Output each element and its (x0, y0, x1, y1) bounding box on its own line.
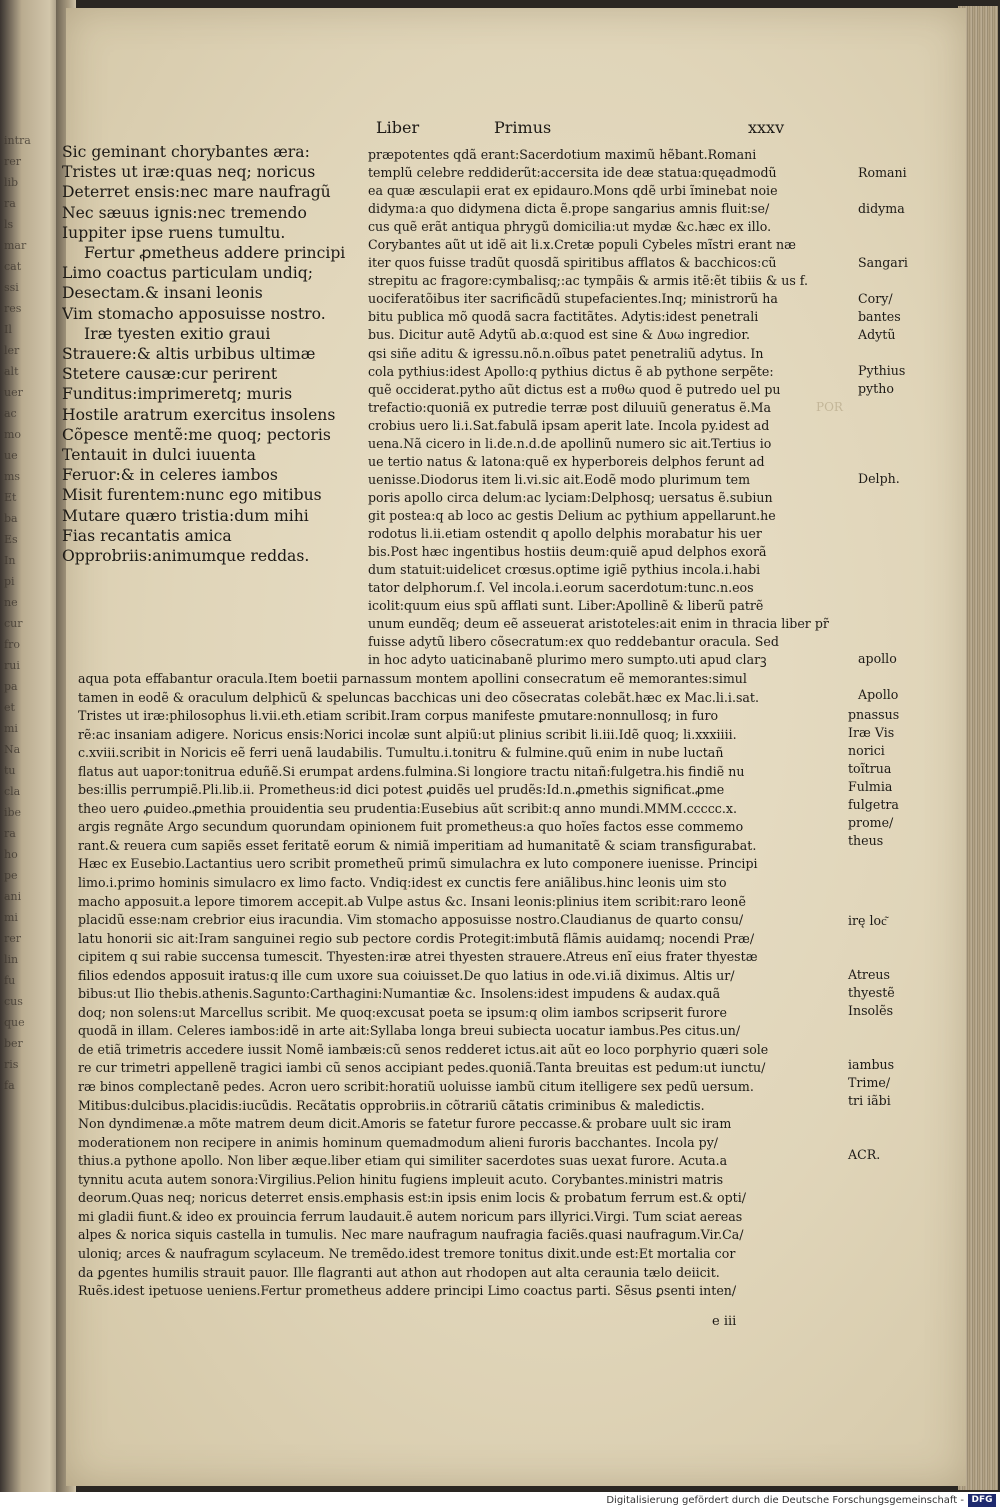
commentary-line: bitu publica mõ quodã sacra factitãtes. Adytis:idest penetrali (368, 309, 759, 325)
facing-page-line: ho (4, 848, 18, 861)
poem-line: Fias recantatis amica (62, 526, 232, 545)
commentary-line: rant.& reuera cum sapiẽs esset feritatẽ eorum & nimiã imperitiam ad humanitatẽ & sciam transfigurabat. (78, 837, 757, 853)
facing-page-line: rui (4, 659, 20, 672)
facing-page-line: Na (4, 743, 21, 756)
commentary-line: didyma:a quo didymena dicta ẽ.prope sangarius amnis fluit:se/ (368, 201, 770, 217)
header-liber: Liber (376, 118, 420, 137)
poem-line: Vim stomacho apposuisse nostro. (62, 304, 326, 323)
commentary-line: rẽ:ac insaniam adigere. Noricus ensis:Norici incolæ sunt alpiũ:ut plinius scribit li.iii.Idẽ quoq; li.xxxiiii. (78, 726, 737, 742)
margin-note: Adytũ (858, 327, 896, 342)
facing-page-line: Et (4, 491, 17, 504)
margin-note: theus (848, 833, 884, 848)
commentary-line: tynnitu acuta autem sonora:Virgilius.Pelion hinitu fugiens impleuit acuto. Corybantes.ministri matris (78, 1171, 724, 1187)
facing-page-line: fro (4, 638, 20, 651)
commentary-line: Non dyndimenæ.a mõte matrem deum dicit.Amoris se fatetur furore peccasse.& probare uult sic iram (78, 1116, 732, 1132)
commentary-line: flatus aut uapor:tonitrua eduñẽ.Si erumpat ardens.fulmina.Si longiore tractu nitañ:fulgetra.his findiẽ nu (78, 763, 745, 779)
facing-page-line: ibe (4, 806, 22, 819)
facing-page-line: lib (4, 176, 19, 189)
signature-mark: e iii (712, 1314, 737, 1329)
margin-note: Trime/ (848, 1075, 891, 1090)
commentary-line: argis regnãte Argo secundum quorundam opinionem fuit prometheus:a quo hoĩes factos esse commemo (78, 819, 744, 835)
facing-page-line: cat (4, 260, 22, 273)
commentary-line: ræ binos complectanẽ pedes. Acron uero scribit:horatiũ uoluisse iambũ citum itelligere sex pedũ uersum. (78, 1079, 754, 1095)
poem-line: Desectam.& insani leonis (62, 284, 263, 303)
commentary-line: iter quos fuisse tradũt quosdã spiritibus afflatos & bacchicos:cũ (368, 255, 777, 271)
facing-page-line: ls (4, 218, 14, 231)
facing-page-line: mi (4, 911, 18, 924)
margin-note: prome/ (848, 815, 894, 830)
commentary-line: crobius uero li.i.Sat.fabulã ipsam aperit late. Incola py.idest ad (368, 417, 770, 433)
facing-page-line: ac (4, 407, 17, 420)
margin-note: Atreus (848, 967, 890, 982)
footer-bar (0, 1492, 1000, 1510)
commentary-line: latu honorii sic ait:Iram sanguinei regio sub pectore cordis Protegit:imbutã flãmis auidamq; nocendi Præ/ (78, 930, 755, 946)
margin-note: didyma (858, 201, 905, 216)
commentary-line: unum eundẽq; deum eẽ asseuerat aristoteles:ait enim in thracia liber pr̃ (368, 616, 829, 632)
commentary-line: Mitibus:dulcibus.placidis:iucũdis. Recãtatis opprobriis.in cõtrariũ cãtatis criminibus & maledictis. (78, 1097, 705, 1113)
commentary-line: moderationem non recipere in animis hominum quemadmodum alieni furoris bacchantes. Incola py/ (78, 1134, 719, 1150)
poem-line: Deterret ensis:nec mare naufragũ (62, 183, 331, 202)
facing-page-line: ms (4, 470, 21, 483)
facing-page-line: rer (4, 932, 22, 945)
running-header (376, 118, 785, 142)
facing-page-edge (0, 0, 62, 1492)
facing-page-line: ssi (4, 281, 19, 294)
commentary-line: bis.Post hæc ingentibus hostiis deum:quiẽ apud delphos exorã (368, 544, 767, 560)
poem-line: Tentauit in dulci iuuenta (62, 446, 256, 465)
facing-page-line: mo (4, 428, 22, 441)
facing-page-line: pi (4, 575, 15, 588)
margin-note: Apollo (858, 687, 899, 702)
commentary-line: limo.i.primo hominis simulacro ex limo facto. Vndiq:idest ex cunctis fere aniãlibus.hinc leonis uim sto (78, 875, 727, 891)
facing-page-line: Es (4, 533, 18, 546)
poem-line: Funditus:imprimeretq; muris (62, 385, 293, 404)
commentary-line: alpes & norica siquis castella in tumulis. Nec mare naufragum naufragia faciẽs.quasi naufragum.Vir.Ca/ (78, 1227, 744, 1243)
poem-line: Feruor:& in celeres iambos (62, 466, 278, 485)
facing-page-line: pe (4, 869, 18, 882)
facing-page-line: que (4, 1016, 25, 1029)
commentary-line: poris apollo circa delum:ac lyciam:Delphosq; uersatus ẽ.subiun (368, 489, 773, 505)
commentary-line: trefactio:quoniã ex putredie terræ post diluuiũ generatus ẽ.Ma (368, 399, 772, 415)
facing-page-line: ani (4, 890, 22, 903)
commentary-line: cus quẽ erãt antiqua phrygũ domicilia:ut mydæ &c.hæc ex illo. (368, 219, 772, 235)
facing-page-line: fu (4, 974, 16, 987)
facing-page-line: ba (4, 512, 18, 525)
commentary-line: rodotus li.ii.etiam ostendit q apollo delphis morabatur his uer (368, 525, 762, 541)
facing-page-line: et (4, 701, 15, 714)
footer-text: Digitalisierung gefördert durch die Deutsche Forschungsgemeinschaft - (606, 1495, 964, 1506)
commentary-line: bus. Dicitur autẽ Adytũ ab.α:quod est sine & Δυω ingredior. (368, 327, 751, 343)
commentary-line: ue tertio natus & latona:quẽ ex hyperboreis delphos ferunt ad (368, 453, 765, 469)
poem-line: Tristes ut iræ:quas neq; noricus (62, 163, 316, 182)
commentary-column (368, 146, 854, 669)
commentary-line: thius.a pythone apollo. Non liber æque.liber etiam qui similiter sacerdotes suas uexat furore. Acuta.a (78, 1153, 728, 1169)
poem-line: Opprobriis:animumque reddas. (62, 547, 310, 566)
header-primus: Primus (494, 118, 552, 137)
margin-note: toĩtrua (848, 761, 892, 776)
commentary-line: tamen in eodẽ & oraculum delphicũ & speluncas bacchicas uni deo cõsecratas colebãt.hæc ex Mac.li.i.sat. (78, 689, 759, 705)
poem-line: Hostile aratrum exercitus insolens (62, 405, 336, 424)
facing-page-line: ris (4, 1058, 19, 1071)
facing-page-text (4, 130, 56, 1230)
poem-line: Sic geminant chorybantes æra: (62, 143, 310, 161)
commentary-line: præpotentes qdã erant:Sacerdotium maximũ hẽbant.Romani (368, 147, 757, 162)
commentary-line: strepitu ac fragore:cymbalisq;:ac tympãis & armis itẽ:ẽt tibiis & us f. (368, 273, 809, 289)
commentary-line: ea quæ æsculapii erat ex epidauro.Mons qdẽ urbi ĩminebat noie (368, 183, 778, 199)
poem-line: Iræ tyesten exitio graui (84, 324, 271, 343)
margin-note: Sangari (858, 255, 908, 270)
margin-note: thyestẽ (848, 985, 895, 1000)
margin-note: pytho (858, 381, 894, 396)
facing-page-line: ra (4, 197, 16, 210)
commentary-line: filios edendos apposuit iratus:q ille cum uxore sua coiuisset.De quo latius in ode.vi.iã diximus. Altis ur/ (78, 967, 735, 983)
commentary-line: da ꝑgentes humilis strauit pauor. Ille flagranti aut athon aut rhodopen aut alta ceraunia tælo deiicit. (78, 1264, 720, 1280)
commentary-line: tator delphorum.ſ. Vel incola.i.eorum sacerdotum:tunc.n.eos (368, 580, 754, 596)
commentary-line: git postea:q ab loco ac gestis Delium ac pythium appellarunt.he (368, 507, 776, 523)
margin-note: tri iãbi (848, 1093, 891, 1108)
commentary-line: Tristes ut iræ:philosophus li.vii.eth.etiam scribit.Iram corpus manifeste ꝑmutare:nonnullosq; in furo (78, 708, 719, 724)
facing-page-line: uer (4, 386, 23, 399)
commentary-full-width (78, 670, 842, 1301)
dfg-logo: DFG (968, 1494, 996, 1507)
commentary-line: fuisse adytũ libero cõsecratum:ex quo reddebantur oracula. Sed (368, 634, 779, 650)
poem-line: Fertur ꝓmetheus addere principi (84, 244, 346, 263)
facing-page-line: ber (4, 1037, 23, 1050)
commentary-line: mi gladii fiunt.& ideo ex prouincia ferrum laudauit.ẽ autem noricum pars illyrici.Virgi. Tum sciat aereas (78, 1208, 743, 1224)
poem-line: Stetere causæ:cur perirent (62, 365, 278, 384)
margin-note: norici (848, 743, 885, 758)
commentary-line: in hoc adyto uaticinabanẽ plurimo mero sumpto.uti apud clarꝫ (368, 652, 767, 668)
margin-note: Delph. (858, 471, 900, 486)
facing-page-line: tu (4, 764, 16, 777)
commentary-line: dum statuit:uidelicet crœsus.optime igiẽ pythius incola.i.habi (368, 562, 761, 578)
margin-note: pnassus (848, 707, 900, 722)
commentary-line: doq; non solens:ut Marcellus scribit. Me quoq:excusat poeta se ipsum:q olim iambos scripserit furore (78, 1004, 727, 1020)
margin-note: Iræ Vis (848, 725, 895, 740)
facing-page-line: alt (4, 365, 19, 378)
commentary-line: cipitem q sui rabie succensa tumescit. Thyesten:iræ atrei thyesten strauere.Atreus enĩ eius frater thyestæ (78, 949, 758, 965)
margin-note: iambus (848, 1057, 895, 1072)
margin-note: apollo (858, 651, 897, 666)
commentary-line: de etiã trimetris accedere iussit Nomẽ iambæis:cũ senos redderet ictus.ait aũt eo loco porphyrio quæri sole (78, 1041, 769, 1057)
commentary-line: quẽ occiderat.pytho aũt dictus est a πυθω quod ẽ putredo uel pu (368, 381, 781, 397)
commentary-line: placidũ esse:nam crebrior eius iracundia. Vim stomacho apposuisse nostro.Claudianus de quarto consu/ (78, 912, 744, 928)
facing-page-line: Il (4, 323, 12, 336)
margin-note: bantes (858, 309, 901, 324)
facing-page-line: res (4, 302, 22, 315)
poem-line: Strauere:& altis urbibus ultimæ (62, 345, 316, 364)
facing-page-line: ue (4, 449, 18, 462)
commentary-line: re cur trimetri appellenẽ tragici iambi cũ senos accipiant pedes.quoniã.Tanta breuitas est pedum:ut iunctu/ (78, 1060, 766, 1076)
facing-page-line: mar (4, 239, 27, 252)
margin-note: Insolẽs (848, 1003, 894, 1018)
commentary-line: uloniq; arces & naufragum scylaceum. Ne tremẽdo.idest tremore tonitus dixit.unde est:Et mortalia cor (78, 1245, 736, 1261)
facing-page-line: cla (4, 785, 21, 798)
poem-line: Nec sæuus ignis:nec tremendo (62, 203, 307, 222)
commentary-line: Hæc ex Eusebio.Lactantius uero scribit prometheũ primũ simulachra ex luto componere iuenisse. Principi (78, 856, 758, 872)
facing-page-line: ne (4, 596, 18, 609)
commentary-line: quodã in illam. Celeres iambos:idẽ in arte ait:Syllaba longa breui subiecta uocatur iambus.Pes citus.un/ (78, 1023, 741, 1039)
commentary-line: Corybantes aũt ut idẽ ait li.x.Cretæ populi Cybeles mĩstri erant næ (368, 237, 796, 253)
facing-page-line: fa (4, 1079, 15, 1092)
facing-page-line: lin (4, 953, 19, 966)
commentary-line: bes:illis perrumpiẽ.Pli.lib.ii. Prometheus:id dici potest ꝓuidẽs uel prudẽs:Id.n.ꝓmethis significat.ꝓme (78, 782, 725, 798)
facing-page-line: rer (4, 155, 22, 168)
commentary-line: qsi siñe aditu & igressu.nõ.n.oĩbus patet penetraliũ adytus. In (368, 345, 764, 361)
commentary-line: uenisse.Diodorus item li.vi.sic ait.Eodẽ modo plurimum tem (368, 471, 751, 487)
commentary-line: cola pythius:idest Apollo:q pythius dictus ẽ ab pythone serpẽte: (368, 363, 774, 379)
poem-line: Misit furentem:nunc ego mitibus (62, 486, 322, 505)
commentary-line: icolit:quum eius spũ afflati sunt. Liber:Apollinẽ & liberũ patrẽ (368, 598, 764, 614)
facing-page-line: intra (4, 134, 31, 147)
poem-line: Limo coactus particulam undiq; (62, 264, 313, 283)
margin-note: Pythius (858, 363, 906, 378)
poem-line: Cõpesce mentẽ:me quoq; pectoris (62, 425, 331, 444)
facing-page-line: mi (4, 722, 18, 735)
folio-number: xxxv (748, 118, 785, 137)
poem-line: Iuppiter ipse ruens tumultu. (62, 223, 286, 242)
poem-text (62, 142, 362, 566)
commentary-line: bibus:ut Ilio thebis.athenis.Sagunto:Carthagini:Numantiæ &c. Insolens:idest impudens & audax.quã (78, 986, 721, 1002)
commentary-line: c.xviii.scribit in Noricis eẽ ferri uenã laudabilis. Tumultu.i.tonitru & fulmine.quũ enim in nube luctañ (78, 745, 724, 761)
commentary-line: macho apposuit.a lepore timorem accepit.ab Vulpe astus &c. Insani leonis:plinius item scribit:raro leonẽ (78, 893, 746, 909)
facing-page-line: ler (4, 344, 20, 357)
faint-stamp: POR (816, 400, 843, 414)
commentary-line: theo uero ꝓuideo.ꝓmethia prouidentia seu prudentia:Eusebius aũt scribit:q anno mundi.MMM.ccccc.x. (78, 800, 737, 816)
facing-page-line: cus (4, 995, 23, 1008)
facing-page-line: In (4, 554, 16, 567)
commentary-line: aqua pota effabantur oracula.Item boetii parnassum montem apollini consecratum eẽ memorantes:simul (78, 671, 747, 686)
poem-line: Mutare quæro tristia:dum mihi (62, 506, 309, 525)
margin-note: fulgetra (848, 797, 899, 812)
commentary-line: Ruẽs.idest ipetuose ueniens.Fertur prometheus addere principi Limo coactus parti. Sẽsus ꝑsenti inten/ (78, 1283, 737, 1299)
commentary-line: templũ celebre reddiderũt:accersita ide deæ statua:quęadmodũ (368, 165, 777, 181)
margin-note: ACR. (848, 1147, 881, 1162)
commentary-line: uena.Nã cicero in li.de.n.d.de apollinũ numero sic ait.Tertius io (368, 435, 772, 451)
margin-note: Fulmia (848, 779, 893, 794)
margin-note: Romani (858, 165, 907, 180)
margin-note: irę loc͂ (848, 913, 887, 928)
commentary-line: deorum.Quas neq; noricus deterret ensis.emphasis est:in ipsis enim locis & probatum ferrum est.& opti/ (78, 1190, 747, 1206)
facing-page-line: pa (4, 680, 18, 693)
facing-page-line: cur (4, 617, 23, 630)
margin-note: Cory/ (858, 291, 893, 306)
commentary-line: uociferatõibus iter sacrificãdũ stupefacientes.Inq; ministrorũ ha (368, 291, 778, 307)
facing-page-line: ra (4, 827, 16, 840)
